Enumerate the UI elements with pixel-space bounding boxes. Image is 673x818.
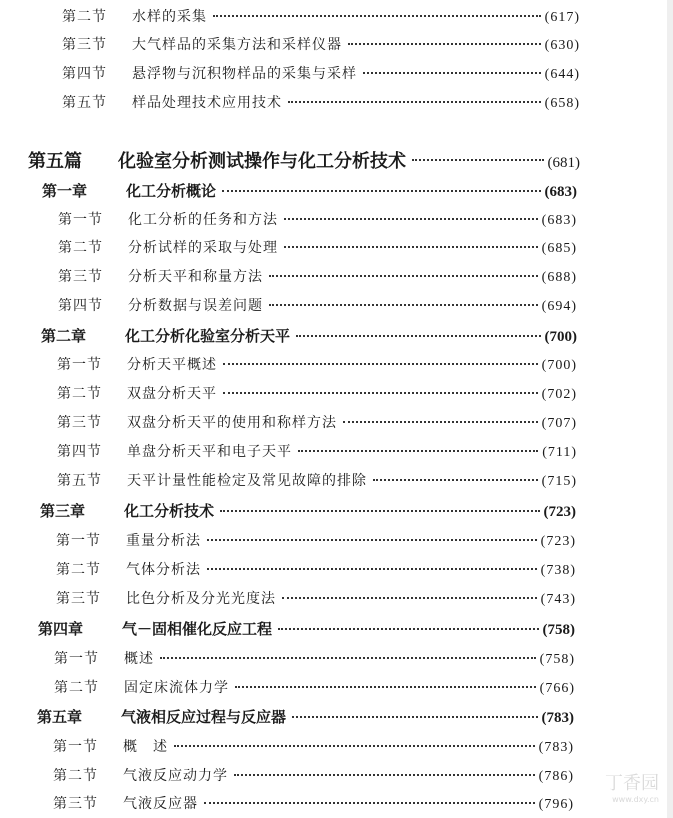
section-title: 分析数据与误差问题	[128, 298, 263, 314]
section-label: 第一节	[58, 212, 103, 228]
page-number: (683)	[544, 184, 577, 200]
page-number: (783)	[538, 740, 574, 755]
page-number: (617)	[544, 10, 580, 25]
toc-section-row	[56, 530, 576, 550]
toc-section-row	[62, 92, 580, 112]
section-title: 水样的采集	[132, 9, 207, 25]
section-label: 第四节	[57, 444, 102, 460]
page-number: (723)	[540, 534, 576, 549]
leader-dots	[373, 479, 538, 481]
leader-dots	[292, 716, 537, 718]
leader-dots	[269, 304, 538, 306]
toc-section-row	[53, 765, 574, 785]
section-title: 概述	[124, 651, 154, 667]
section-label: 第二节	[54, 680, 99, 696]
section-label: 第三节	[58, 269, 103, 285]
toc-chapter-row	[42, 180, 577, 201]
toc-section-row	[56, 559, 576, 579]
section-title: 化工分析的任务和方法	[128, 212, 278, 228]
section-title: 大气样品的采集方法和采样仪器	[132, 37, 342, 53]
page-number: (685)	[541, 241, 577, 256]
toc-section-row	[58, 266, 577, 286]
section-label: 第四节	[62, 66, 107, 82]
toc-section-row	[62, 63, 580, 83]
section-title: 双盘分析天平	[127, 386, 217, 402]
toc-section-row	[54, 677, 575, 697]
section-label: 第二节	[62, 9, 107, 25]
vertical-scrollbar[interactable]	[667, 0, 673, 818]
toc-section-row	[62, 34, 580, 54]
leader-dots	[220, 510, 539, 512]
toc-section-row	[57, 383, 577, 403]
section-label: 第二节	[58, 240, 103, 256]
section-title: 气液反应器	[123, 796, 198, 812]
watermark-url: www.dxy.cn	[612, 795, 659, 804]
toc-chapter-row	[37, 706, 574, 727]
section-title: 悬浮物与沉积物样品的采集与采样	[132, 66, 357, 82]
toc-chapter-row	[40, 500, 576, 521]
chapter-label: 第五章	[37, 708, 83, 726]
chapter-title: 气液相反应过程与反应器	[121, 708, 287, 726]
page-number: (688)	[541, 270, 577, 285]
toc-section-row	[57, 412, 577, 432]
page-number: (758)	[539, 652, 575, 667]
page-number: (700)	[544, 329, 577, 345]
leader-dots	[207, 568, 537, 570]
section-title: 气液反应动力学	[123, 768, 228, 784]
section-label: 第一节	[56, 533, 101, 549]
page-number: (630)	[544, 38, 580, 53]
section-title: 单盘分析天平和电子天平	[127, 444, 292, 460]
section-title: 气体分析法	[126, 562, 201, 578]
page-number: (658)	[544, 96, 580, 111]
section-label: 第五节	[62, 95, 107, 111]
leader-dots	[363, 72, 541, 74]
part-title: 化验室分析测试操作与化工分析技术	[118, 151, 406, 172]
leader-dots	[284, 246, 538, 248]
leader-dots	[269, 275, 538, 277]
leader-dots	[223, 363, 538, 365]
toc-section-row	[57, 354, 577, 374]
leader-dots	[412, 159, 544, 161]
section-label: 第一节	[57, 357, 102, 373]
page-number: (796)	[538, 797, 574, 812]
chapter-label: 第一章	[42, 182, 88, 200]
leader-dots	[282, 597, 537, 599]
toc-section-row	[62, 6, 580, 26]
chapter-label: 第四章	[38, 620, 84, 638]
leader-dots	[207, 539, 537, 541]
section-title: 概 述	[123, 739, 168, 755]
watermark-text: 丁香园	[605, 773, 659, 794]
chapter-label: 第二章	[41, 327, 87, 345]
section-label: 第二节	[57, 386, 102, 402]
toc-section-row	[54, 648, 575, 668]
page-number: (723)	[543, 504, 576, 520]
leader-dots	[160, 657, 536, 659]
watermark	[605, 769, 659, 804]
leader-dots	[174, 745, 535, 747]
leader-dots	[204, 802, 535, 804]
page-number: (766)	[539, 681, 575, 696]
leader-dots	[222, 190, 540, 192]
page-number: (715)	[541, 474, 577, 489]
section-title: 天平计量性能检定及常见故障的排除	[127, 473, 367, 489]
chapter-title: 化工分析概论	[126, 182, 217, 200]
leader-dots	[223, 392, 538, 394]
section-title: 分析天平和称量方法	[128, 269, 263, 285]
toc-section-row	[58, 295, 577, 315]
toc-chapter-row	[41, 325, 577, 346]
section-title: 分析天平概述	[127, 357, 217, 373]
part-label: 第五篇	[28, 151, 82, 172]
toc-chapter-row	[38, 618, 575, 639]
page-number: (683)	[541, 213, 577, 228]
section-title: 重量分析法	[126, 533, 201, 549]
leader-dots	[284, 218, 538, 220]
leader-dots	[288, 101, 541, 103]
chapter-label: 第三章	[40, 502, 86, 520]
page-number: (786)	[538, 769, 574, 784]
section-title: 样品处理技术应用技术	[132, 95, 282, 111]
page-number: (700)	[541, 358, 577, 373]
section-label: 第三节	[53, 796, 98, 812]
page-number: (738)	[540, 563, 576, 578]
page-number: (783)	[541, 710, 574, 726]
page-number: (644)	[544, 67, 580, 82]
leader-dots	[298, 450, 538, 452]
leader-dots	[213, 15, 541, 17]
leader-dots	[234, 774, 535, 776]
section-label: 第三节	[57, 415, 102, 431]
leader-dots	[296, 335, 540, 337]
toc-section-row	[57, 441, 577, 461]
section-label: 第三节	[62, 37, 107, 53]
chapter-title: 化工分析化验室分析天平	[125, 327, 291, 345]
section-title: 固定床流体力学	[124, 680, 229, 696]
chapter-title: 化工分析技术	[124, 502, 215, 520]
page-number: (702)	[541, 387, 577, 402]
leader-dots	[348, 43, 541, 45]
toc-section-row	[58, 237, 577, 257]
toc-section-row	[56, 588, 576, 608]
page-number: (758)	[542, 622, 575, 638]
toc-part-row	[28, 147, 580, 173]
page-number: (711)	[542, 445, 577, 460]
toc-section-row	[58, 209, 577, 229]
section-title: 比色分析及分光光度法	[126, 591, 276, 607]
toc-section-row	[53, 736, 574, 756]
section-label: 第四节	[58, 298, 103, 314]
leader-dots	[343, 421, 538, 423]
page-number: (694)	[541, 299, 577, 314]
toc-section-row	[57, 470, 577, 490]
page-number: (681)	[547, 155, 580, 171]
section-label: 第二节	[53, 768, 98, 784]
section-title: 分析试样的采取与处理	[128, 240, 278, 256]
toc-section-row	[53, 793, 574, 813]
leader-dots	[278, 628, 538, 630]
section-label: 第三节	[56, 591, 101, 607]
section-label: 第二节	[56, 562, 101, 578]
section-label: 第一节	[54, 651, 99, 667]
page-number: (743)	[540, 592, 576, 607]
section-title: 双盘分析天平的使用和称样方法	[127, 415, 337, 431]
section-label: 第五节	[57, 473, 102, 489]
page-number: (707)	[541, 416, 577, 431]
chapter-title: 气－固相催化反应工程	[122, 620, 273, 638]
section-label: 第一节	[53, 739, 98, 755]
leader-dots	[235, 686, 536, 688]
